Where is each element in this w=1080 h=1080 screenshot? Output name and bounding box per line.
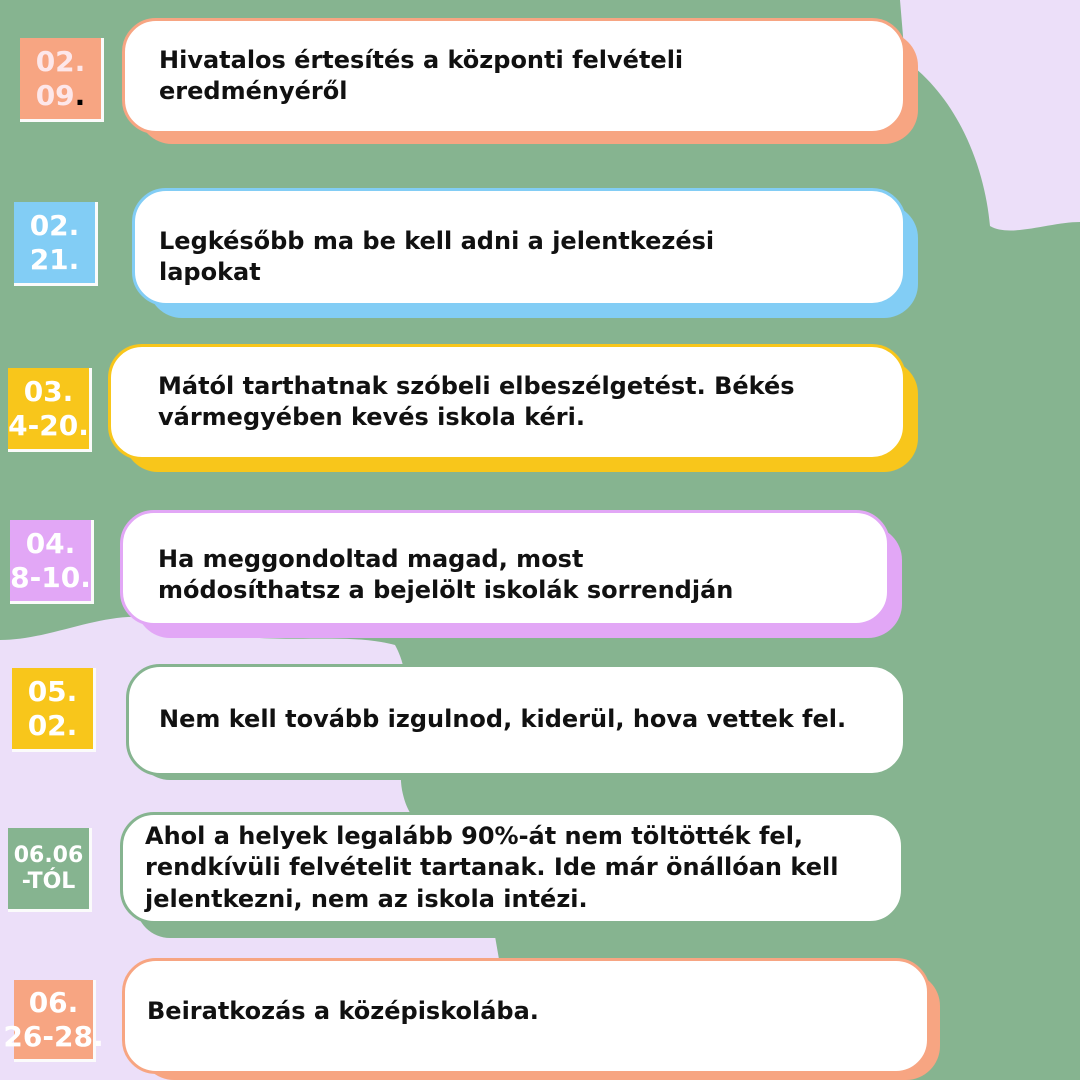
date-tag-line2: 09. — [35, 78, 86, 112]
date-tag-7 — [3, 980, 104, 1062]
date-tag-line2: -TÓL — [21, 868, 76, 894]
event-text: Legkésőbb ma be kell adni a jelentkezési lapokat — [159, 226, 715, 286]
event-card-6 — [120, 812, 904, 924]
event-card-3 — [108, 344, 906, 460]
event-card-5 — [126, 664, 906, 776]
event-text: Beiratkozás a középiskolába. — [147, 997, 539, 1026]
date-tag-line2: 02. — [27, 708, 78, 742]
event-card-2 — [132, 188, 906, 306]
date-tag-line1: 05. — [27, 675, 78, 709]
date-tag-line2: 21. — [29, 242, 80, 276]
event-card-7 — [122, 958, 930, 1074]
event-card-4 — [120, 510, 890, 626]
date-tag-line1: 04. — [25, 527, 76, 561]
date-tag-line1: 02. — [35, 45, 86, 79]
event-text: Ahol a helyek legalább 90%-át nem töltötték fel, rendkívüli felvételit tartanak. Ide már önállóan kell jelentkezni, nem az iskola intézi. — [145, 822, 839, 913]
date-tag-line1: 06.06 — [13, 842, 84, 868]
lavender-blob-top — [900, 0, 1080, 230]
date-dot: . — [74, 78, 86, 112]
event-text: Ha meggondoltad magad, most módosíthatsz a bejelölt iskolák sorrendján — [158, 544, 734, 604]
event-text: Nem kell tovább izgulnod, kiderül, hova vettek fel. — [159, 705, 847, 734]
date-tag-line2: 26-28. — [3, 1019, 104, 1053]
date-tag-line2: 8-10. — [10, 560, 91, 594]
date-tag-5 — [12, 668, 96, 752]
date-tag-line1: 02. — [29, 209, 80, 243]
date-tag-line1: 03. — [23, 375, 74, 409]
date-tag-line1: 06. — [28, 986, 79, 1020]
event-text: Hivatalos értesítés a központi felvételi eredményéről — [159, 45, 684, 105]
date-tag-6 — [8, 828, 92, 912]
event-card-1 — [122, 18, 906, 134]
date-tag-2 — [14, 202, 98, 286]
date-tag-line2: 4-20. — [8, 408, 89, 442]
event-text: Mától tarthatnak szóbeli elbeszélgetést. Békés vármegyében kevés iskola kéri. — [158, 371, 795, 431]
date-tag-4 — [10, 520, 94, 604]
date-tag-3 — [8, 368, 92, 452]
date-tag-1 — [20, 38, 104, 122]
